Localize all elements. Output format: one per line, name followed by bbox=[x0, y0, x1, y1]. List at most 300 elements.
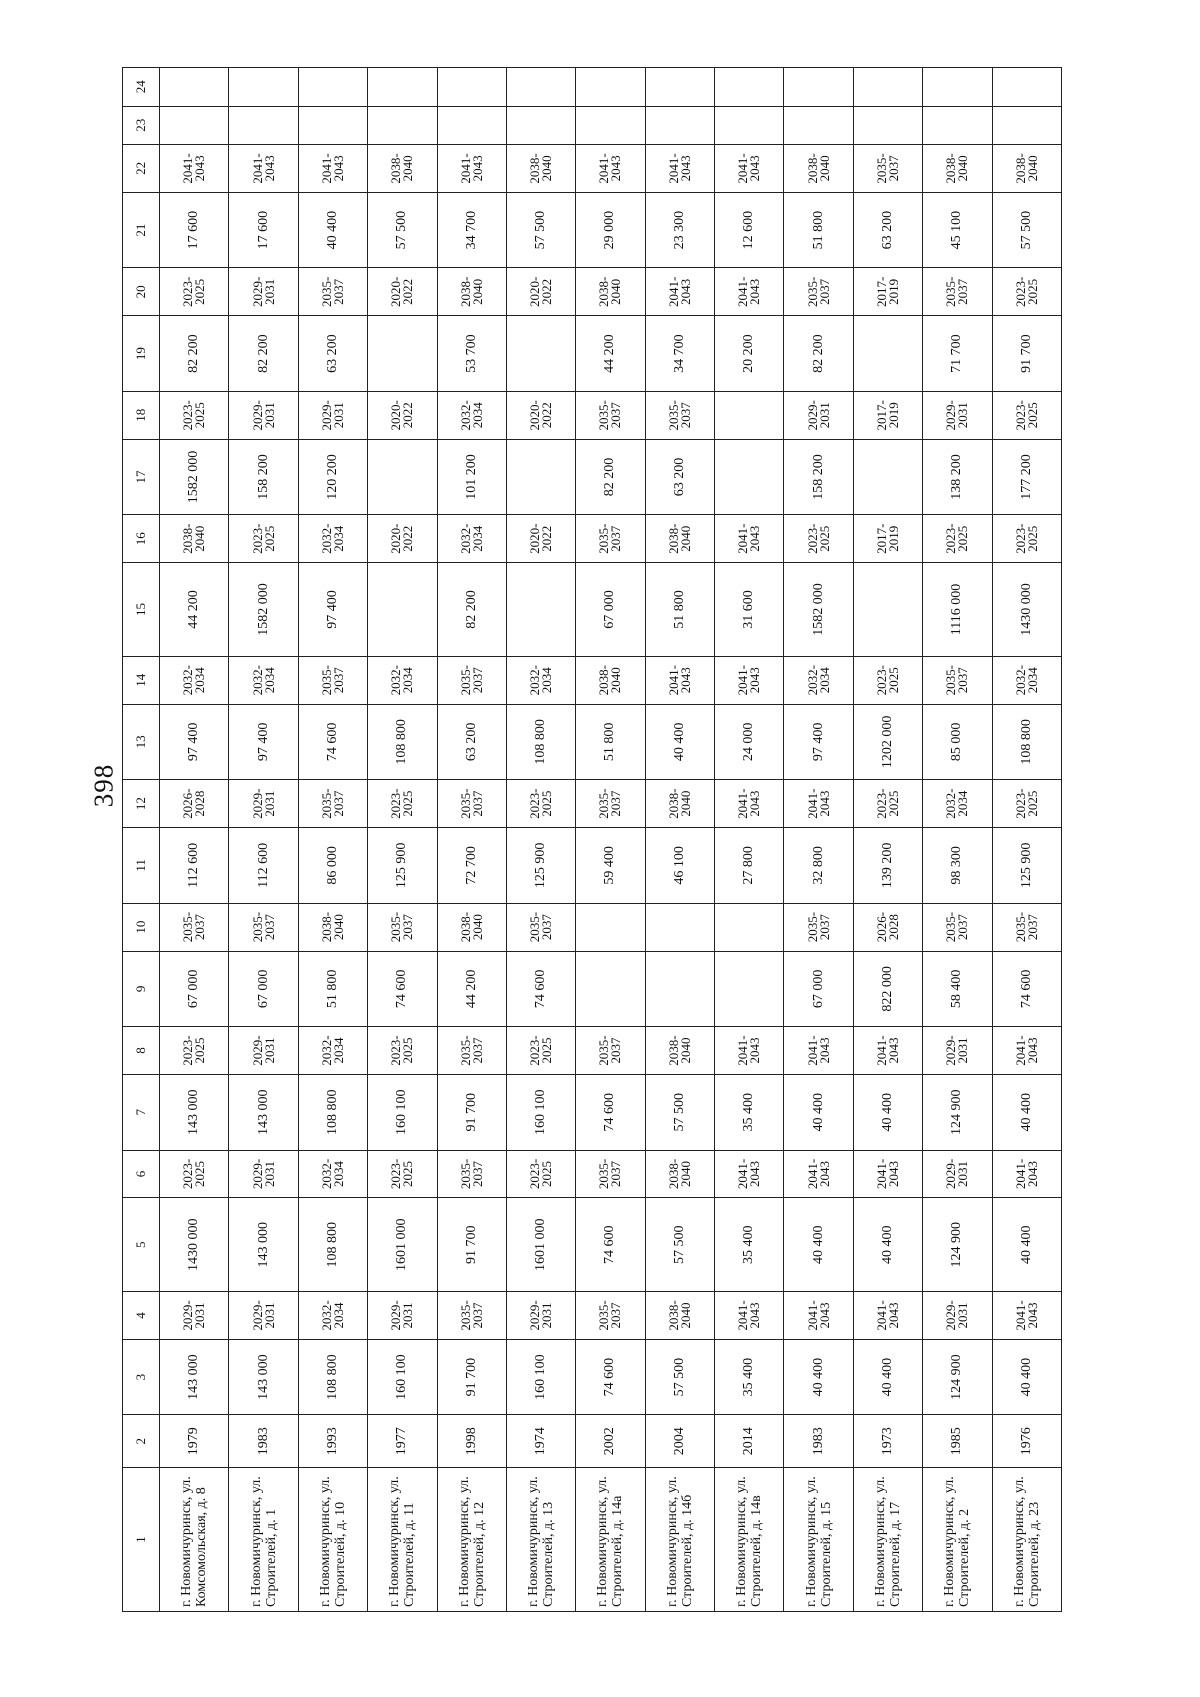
cost-cell: 17 600 bbox=[160, 192, 229, 268]
cost-cell: 108 800 bbox=[298, 1075, 367, 1151]
period-cell: 2032-2034 bbox=[229, 656, 298, 704]
cost-cell: 57 500 bbox=[645, 1198, 714, 1292]
table-row bbox=[160, 68, 229, 1612]
period-cell: 2035-2037 bbox=[437, 1150, 506, 1198]
table-row bbox=[298, 68, 367, 1612]
cost-cell: 1202 000 bbox=[853, 704, 922, 780]
cost-cell: 44 200 bbox=[437, 951, 506, 1027]
period-cell: 2023-2025 bbox=[160, 268, 229, 316]
period-cell: 2038-2040 bbox=[576, 268, 645, 316]
period-cell: 2038-2040 bbox=[923, 144, 992, 192]
period-cell: 2029-2031 bbox=[368, 1291, 437, 1339]
cost-cell: 40 400 bbox=[992, 1198, 1062, 1292]
period-cell: 2023-2025 bbox=[992, 780, 1062, 828]
period-cell: 2017-2019 bbox=[853, 391, 922, 439]
year-built-cell: 1973 bbox=[853, 1415, 922, 1468]
period-cell: 2029-2031 bbox=[784, 391, 853, 439]
period-cell: 2020-2022 bbox=[368, 515, 437, 563]
period-cell: 2035-2037 bbox=[229, 903, 298, 951]
period-cell: 2035-2037 bbox=[160, 903, 229, 951]
period-cell bbox=[645, 903, 714, 951]
year-built-cell: 1974 bbox=[506, 1415, 575, 1468]
period-cell: 2029-2031 bbox=[229, 268, 298, 316]
cost-cell: 1116 000 bbox=[923, 563, 992, 657]
address-cell: г. Новомичуринск, ул. Строителей, д. 14в bbox=[715, 1468, 784, 1612]
period-cell: 2038-2040 bbox=[784, 144, 853, 192]
period-cell bbox=[506, 68, 575, 107]
period-cell: 2041-2043 bbox=[784, 1150, 853, 1198]
period-cell: 2041-2043 bbox=[715, 1150, 784, 1198]
cost-cell: 125 900 bbox=[992, 828, 1062, 904]
cost-cell: 29 000 bbox=[576, 192, 645, 268]
cost-cell: 67 000 bbox=[576, 563, 645, 657]
cost-cell: 40 400 bbox=[992, 1339, 1062, 1415]
period-cell: 2029-2031 bbox=[923, 1291, 992, 1339]
address-cell: г. Новомичуринск, ул. Строителей, д. 13 bbox=[506, 1468, 575, 1612]
period-cell: 2041-2043 bbox=[229, 144, 298, 192]
period-cell: 2032-2034 bbox=[298, 1027, 367, 1075]
cost-cell: 12 600 bbox=[715, 192, 784, 268]
cost-cell: 1430 000 bbox=[160, 1198, 229, 1292]
cost-cell: 82 200 bbox=[229, 316, 298, 392]
column-number-4: 4 bbox=[123, 1291, 160, 1339]
period-cell: 2035-2037 bbox=[576, 1027, 645, 1075]
cost-cell: 67 000 bbox=[784, 951, 853, 1027]
cost-cell bbox=[506, 106, 575, 144]
column-number-8: 8 bbox=[123, 1027, 160, 1075]
cost-cell bbox=[576, 951, 645, 1027]
cost-cell: 822 000 bbox=[853, 951, 922, 1027]
cost-cell bbox=[576, 106, 645, 144]
cost-cell: 34 700 bbox=[437, 192, 506, 268]
column-number-19: 19 bbox=[123, 316, 160, 392]
cost-cell: 74 600 bbox=[992, 951, 1062, 1027]
period-cell: 2035-2037 bbox=[923, 903, 992, 951]
period-cell: 2038-2040 bbox=[992, 144, 1062, 192]
cost-cell: 143 000 bbox=[160, 1339, 229, 1415]
cost-cell: 74 600 bbox=[576, 1075, 645, 1151]
cost-cell: 71 700 bbox=[923, 316, 992, 392]
table-row bbox=[992, 68, 1062, 1612]
period-cell bbox=[853, 68, 922, 107]
period-cell: 2023-2025 bbox=[506, 1150, 575, 1198]
cost-cell: 35 400 bbox=[715, 1075, 784, 1151]
period-cell: 2023-2025 bbox=[368, 1027, 437, 1075]
period-cell: 2035-2037 bbox=[576, 515, 645, 563]
column-number-18: 18 bbox=[123, 391, 160, 439]
period-cell: 2032-2034 bbox=[437, 515, 506, 563]
period-cell bbox=[229, 68, 298, 107]
year-built-cell: 1976 bbox=[992, 1415, 1062, 1468]
column-number-7: 7 bbox=[123, 1075, 160, 1151]
cost-cell: 27 800 bbox=[715, 828, 784, 904]
period-cell: 2032-2034 bbox=[298, 1291, 367, 1339]
period-cell: 2041-2043 bbox=[298, 144, 367, 192]
cost-cell: 74 600 bbox=[506, 951, 575, 1027]
cost-cell bbox=[368, 563, 437, 657]
cost-cell: 51 800 bbox=[576, 704, 645, 780]
cost-cell: 35 400 bbox=[715, 1339, 784, 1415]
cost-cell: 57 500 bbox=[645, 1075, 714, 1151]
cost-cell: 160 100 bbox=[368, 1075, 437, 1151]
cost-cell: 143 000 bbox=[229, 1339, 298, 1415]
cost-cell bbox=[229, 106, 298, 144]
period-cell: 2038-2040 bbox=[645, 1150, 714, 1198]
cost-cell bbox=[715, 106, 784, 144]
period-cell: 2041-2043 bbox=[645, 268, 714, 316]
period-cell bbox=[784, 68, 853, 107]
period-cell: 2041-2043 bbox=[437, 144, 506, 192]
cost-cell: 46 100 bbox=[645, 828, 714, 904]
period-cell: 2041-2043 bbox=[992, 1150, 1062, 1198]
cost-cell: 40 400 bbox=[853, 1198, 922, 1292]
period-cell: 2029-2031 bbox=[229, 1291, 298, 1339]
period-cell: 2032-2034 bbox=[784, 656, 853, 704]
year-built-cell: 1998 bbox=[437, 1415, 506, 1468]
year-built-cell: 1977 bbox=[368, 1415, 437, 1468]
address-cell: г. Новомичуринск, ул. Строителей, д. 15 bbox=[784, 1468, 853, 1612]
period-cell: 2035-2037 bbox=[298, 780, 367, 828]
cost-cell: 59 400 bbox=[576, 828, 645, 904]
cost-cell bbox=[645, 951, 714, 1027]
column-number-22: 22 bbox=[123, 144, 160, 192]
period-cell: 2038-2040 bbox=[437, 903, 506, 951]
cost-cell: 40 400 bbox=[853, 1339, 922, 1415]
period-cell: 2023-2025 bbox=[506, 1027, 575, 1075]
period-cell bbox=[576, 68, 645, 107]
page-number: 398 bbox=[88, 763, 119, 808]
cost-cell: 91 700 bbox=[437, 1198, 506, 1292]
cost-cell: 31 600 bbox=[715, 563, 784, 657]
address-cell: г. Новомичуринск, ул. Строителей, д. 2 bbox=[923, 1468, 992, 1612]
cost-cell bbox=[437, 106, 506, 144]
period-cell: 2041-2043 bbox=[715, 656, 784, 704]
cost-cell: 57 500 bbox=[368, 192, 437, 268]
address-cell: г. Новомичуринск, ул. Строителей, д. 14а bbox=[576, 1468, 645, 1612]
table-row bbox=[923, 68, 992, 1612]
cost-cell: 101 200 bbox=[437, 439, 506, 515]
column-number-5: 5 bbox=[123, 1198, 160, 1292]
period-cell: 2035-2037 bbox=[992, 903, 1062, 951]
address-cell: г. Новомичуринск, ул. Строителей, д. 1 bbox=[229, 1468, 298, 1612]
year-built-cell: 2004 bbox=[645, 1415, 714, 1468]
table-row bbox=[368, 68, 437, 1612]
cost-cell: 17 600 bbox=[229, 192, 298, 268]
period-cell bbox=[715, 903, 784, 951]
cost-cell: 20 200 bbox=[715, 316, 784, 392]
cost-cell: 1582 000 bbox=[784, 563, 853, 657]
cost-cell: 97 400 bbox=[229, 704, 298, 780]
cost-cell bbox=[853, 563, 922, 657]
period-cell: 2029-2031 bbox=[923, 1027, 992, 1075]
period-cell: 2035-2037 bbox=[784, 268, 853, 316]
period-cell: 2035-2037 bbox=[576, 1150, 645, 1198]
column-number-2: 2 bbox=[123, 1415, 160, 1468]
cost-cell: 125 900 bbox=[506, 828, 575, 904]
period-cell: 2035-2037 bbox=[576, 391, 645, 439]
cost-cell: 32 800 bbox=[784, 828, 853, 904]
period-cell: 2035-2037 bbox=[923, 268, 992, 316]
cost-cell: 40 400 bbox=[992, 1075, 1062, 1151]
period-cell: 2032-2034 bbox=[298, 1150, 367, 1198]
cost-cell: 120 200 bbox=[298, 439, 367, 515]
cost-cell: 108 800 bbox=[506, 704, 575, 780]
period-cell: 2032-2034 bbox=[506, 656, 575, 704]
period-cell: 2041-2043 bbox=[784, 780, 853, 828]
period-cell: 2041-2043 bbox=[784, 1027, 853, 1075]
year-built-cell: 1985 bbox=[923, 1415, 992, 1468]
cost-cell: 51 800 bbox=[784, 192, 853, 268]
period-cell: 2035-2037 bbox=[437, 1027, 506, 1075]
year-built-cell: 1983 bbox=[784, 1415, 853, 1468]
cost-cell: 53 700 bbox=[437, 316, 506, 392]
period-cell: 2038-2040 bbox=[506, 144, 575, 192]
cost-cell: 40 400 bbox=[853, 1075, 922, 1151]
cost-cell: 67 000 bbox=[160, 951, 229, 1027]
table-row bbox=[576, 68, 645, 1612]
cost-cell: 67 000 bbox=[229, 951, 298, 1027]
cost-cell: 138 200 bbox=[923, 439, 992, 515]
period-cell: 2038-2040 bbox=[645, 515, 714, 563]
period-cell: 2023-2025 bbox=[160, 391, 229, 439]
period-cell: 2032-2034 bbox=[368, 656, 437, 704]
period-cell: 2038-2040 bbox=[645, 1291, 714, 1339]
cost-cell bbox=[853, 106, 922, 144]
period-cell bbox=[368, 68, 437, 107]
column-number-21: 21 bbox=[123, 192, 160, 268]
table-row bbox=[229, 68, 298, 1612]
cost-cell: 40 400 bbox=[645, 704, 714, 780]
period-cell bbox=[645, 68, 714, 107]
address-cell: г. Новомичуринск, ул. Строителей, д. 10 bbox=[298, 1468, 367, 1612]
cost-cell: 72 700 bbox=[437, 828, 506, 904]
column-number-20: 20 bbox=[123, 268, 160, 316]
cost-cell: 143 000 bbox=[229, 1075, 298, 1151]
cost-cell: 57 500 bbox=[992, 192, 1062, 268]
cost-cell: 40 400 bbox=[298, 192, 367, 268]
cost-cell: 108 800 bbox=[298, 1198, 367, 1292]
period-cell: 2041-2043 bbox=[715, 1027, 784, 1075]
cost-cell bbox=[853, 316, 922, 392]
period-cell bbox=[992, 68, 1062, 107]
cost-cell: 1601 000 bbox=[368, 1198, 437, 1292]
period-cell: 2041-2043 bbox=[853, 1291, 922, 1339]
column-number-13: 13 bbox=[123, 704, 160, 780]
period-cell: 2023-2025 bbox=[853, 780, 922, 828]
table-row bbox=[645, 68, 714, 1612]
period-cell: 2029-2031 bbox=[923, 1150, 992, 1198]
cost-cell bbox=[368, 439, 437, 515]
period-cell: 2038-2040 bbox=[437, 268, 506, 316]
cost-cell: 1582 000 bbox=[229, 563, 298, 657]
period-cell bbox=[576, 903, 645, 951]
column-number-9: 9 bbox=[123, 951, 160, 1027]
period-cell: 2038-2040 bbox=[368, 144, 437, 192]
period-cell: 2032-2034 bbox=[923, 780, 992, 828]
column-number-14: 14 bbox=[123, 656, 160, 704]
cost-cell: 108 800 bbox=[298, 1339, 367, 1415]
period-cell: 2038-2040 bbox=[645, 1027, 714, 1075]
period-cell: 2038-2040 bbox=[298, 903, 367, 951]
period-cell: 2041-2043 bbox=[992, 1291, 1062, 1339]
cost-cell: 40 400 bbox=[784, 1339, 853, 1415]
period-cell: 2023-2025 bbox=[229, 515, 298, 563]
period-cell: 2029-2031 bbox=[298, 391, 367, 439]
cost-cell: 1582 000 bbox=[160, 439, 229, 515]
cost-cell: 51 800 bbox=[298, 951, 367, 1027]
period-cell: 2029-2031 bbox=[229, 1027, 298, 1075]
period-cell bbox=[923, 68, 992, 107]
cost-cell: 97 400 bbox=[784, 704, 853, 780]
period-cell: 2035-2037 bbox=[576, 1291, 645, 1339]
table-row bbox=[437, 68, 506, 1612]
year-built-cell: 1979 bbox=[160, 1415, 229, 1468]
cost-cell: 57 500 bbox=[645, 1339, 714, 1415]
rotated-table-container bbox=[122, 67, 1062, 1612]
cost-cell: 158 200 bbox=[229, 439, 298, 515]
cost-cell: 44 200 bbox=[160, 563, 229, 657]
period-cell: 2023-2025 bbox=[368, 1150, 437, 1198]
cost-cell bbox=[506, 563, 575, 657]
column-number-1: 1 bbox=[123, 1468, 160, 1612]
period-cell: 2029-2031 bbox=[229, 780, 298, 828]
cost-cell: 44 200 bbox=[576, 316, 645, 392]
table-row bbox=[506, 68, 575, 1612]
cost-cell: 24 000 bbox=[715, 704, 784, 780]
cost-cell: 82 200 bbox=[160, 316, 229, 392]
cost-cell: 97 400 bbox=[160, 704, 229, 780]
column-number-16: 16 bbox=[123, 515, 160, 563]
address-cell: г. Новомичуринск, ул. Строителей, д. 11 bbox=[368, 1468, 437, 1612]
period-cell: 2035-2037 bbox=[853, 144, 922, 192]
cost-cell: 91 700 bbox=[437, 1339, 506, 1415]
cost-cell: 40 400 bbox=[784, 1075, 853, 1151]
period-cell: 2041-2043 bbox=[992, 1027, 1062, 1075]
column-number-3: 3 bbox=[123, 1339, 160, 1415]
repair-schedule-table bbox=[122, 67, 1062, 1612]
period-cell: 2041-2043 bbox=[160, 144, 229, 192]
cost-cell: 112 600 bbox=[160, 828, 229, 904]
period-cell: 2041-2043 bbox=[853, 1027, 922, 1075]
cost-cell: 160 100 bbox=[506, 1339, 575, 1415]
cost-cell bbox=[368, 106, 437, 144]
period-cell: 2035-2037 bbox=[437, 1291, 506, 1339]
period-cell: 2026-2028 bbox=[853, 903, 922, 951]
cost-cell: 124 900 bbox=[923, 1198, 992, 1292]
cost-cell: 82 200 bbox=[437, 563, 506, 657]
period-cell: 2029-2031 bbox=[923, 391, 992, 439]
cost-cell: 160 100 bbox=[506, 1075, 575, 1151]
period-cell: 2023-2025 bbox=[784, 515, 853, 563]
period-cell: 2023-2025 bbox=[923, 515, 992, 563]
cost-cell: 124 900 bbox=[923, 1075, 992, 1151]
period-cell: 2032-2034 bbox=[298, 515, 367, 563]
period-cell: 2032-2034 bbox=[437, 391, 506, 439]
cost-cell: 108 800 bbox=[368, 704, 437, 780]
cost-cell bbox=[506, 439, 575, 515]
period-cell: 2035-2037 bbox=[506, 903, 575, 951]
column-number-15: 15 bbox=[123, 563, 160, 657]
address-cell: г. Новомичуринск, ул. Строителей, д. 17 bbox=[853, 1468, 922, 1612]
period-cell: 2017-2019 bbox=[853, 268, 922, 316]
cost-cell bbox=[368, 316, 437, 392]
period-cell: 2035-2037 bbox=[368, 903, 437, 951]
cost-cell: 1601 000 bbox=[506, 1198, 575, 1292]
period-cell: 2020-2022 bbox=[506, 268, 575, 316]
period-cell: 2041-2043 bbox=[645, 656, 714, 704]
period-cell: 2020-2022 bbox=[506, 515, 575, 563]
cost-cell: 108 800 bbox=[992, 704, 1062, 780]
cost-cell bbox=[992, 106, 1062, 144]
period-cell: 2035-2037 bbox=[298, 656, 367, 704]
address-cell: г. Новомичуринск, ул. Строителей, д. 12 bbox=[437, 1468, 506, 1612]
period-cell: 2020-2022 bbox=[368, 268, 437, 316]
period-cell: 2041-2043 bbox=[715, 1291, 784, 1339]
period-cell: 2023-2025 bbox=[992, 268, 1062, 316]
cost-cell: 63 200 bbox=[645, 439, 714, 515]
period-cell: 2023-2025 bbox=[368, 780, 437, 828]
period-cell: 2035-2037 bbox=[784, 903, 853, 951]
cost-cell: 63 200 bbox=[853, 192, 922, 268]
period-cell: 2026-2028 bbox=[160, 780, 229, 828]
cost-cell: 57 500 bbox=[506, 192, 575, 268]
cost-cell: 23 300 bbox=[645, 192, 714, 268]
cost-cell: 74 600 bbox=[576, 1198, 645, 1292]
cost-cell bbox=[160, 106, 229, 144]
period-cell: 2041-2043 bbox=[576, 144, 645, 192]
cost-cell: 124 900 bbox=[923, 1339, 992, 1415]
period-cell: 2023-2025 bbox=[160, 1027, 229, 1075]
column-number-17: 17 bbox=[123, 439, 160, 515]
cost-cell bbox=[853, 439, 922, 515]
table-row bbox=[784, 68, 853, 1612]
cost-cell: 1430 000 bbox=[992, 563, 1062, 657]
column-number-row bbox=[123, 68, 160, 1612]
cost-cell: 74 600 bbox=[576, 1339, 645, 1415]
cost-cell: 143 000 bbox=[160, 1075, 229, 1151]
column-number-6: 6 bbox=[123, 1150, 160, 1198]
cost-cell: 139 200 bbox=[853, 828, 922, 904]
cost-cell: 91 700 bbox=[992, 316, 1062, 392]
year-built-cell: 2002 bbox=[576, 1415, 645, 1468]
period-cell: 2041-2043 bbox=[715, 144, 784, 192]
cost-cell bbox=[715, 439, 784, 515]
period-cell: 2023-2025 bbox=[853, 656, 922, 704]
cost-cell: 158 200 bbox=[784, 439, 853, 515]
column-number-12: 12 bbox=[123, 780, 160, 828]
cost-cell: 85 000 bbox=[923, 704, 992, 780]
year-built-cell: 1983 bbox=[229, 1415, 298, 1468]
cost-cell bbox=[923, 106, 992, 144]
period-cell: 2035-2037 bbox=[645, 391, 714, 439]
cost-cell: 160 100 bbox=[368, 1339, 437, 1415]
period-cell: 2032-2034 bbox=[160, 656, 229, 704]
address-cell: г. Новомичуринск, ул. Строителей, д. 14б bbox=[645, 1468, 714, 1612]
cost-cell: 97 400 bbox=[298, 563, 367, 657]
period-cell: 2032-2034 bbox=[992, 656, 1062, 704]
period-cell: 2038-2040 bbox=[645, 780, 714, 828]
address-cell: г. Новомичуринск, ул. Строителей, д. 23 bbox=[992, 1468, 1062, 1612]
cost-cell: 40 400 bbox=[784, 1198, 853, 1292]
cost-cell: 74 600 bbox=[298, 704, 367, 780]
period-cell: 2035-2037 bbox=[576, 780, 645, 828]
period-cell: 2023-2025 bbox=[992, 515, 1062, 563]
cost-cell: 74 600 bbox=[368, 951, 437, 1027]
period-cell: 2020-2022 bbox=[368, 391, 437, 439]
cost-cell: 91 700 bbox=[437, 1075, 506, 1151]
column-number-24: 24 bbox=[123, 68, 160, 107]
cost-cell bbox=[715, 951, 784, 1027]
